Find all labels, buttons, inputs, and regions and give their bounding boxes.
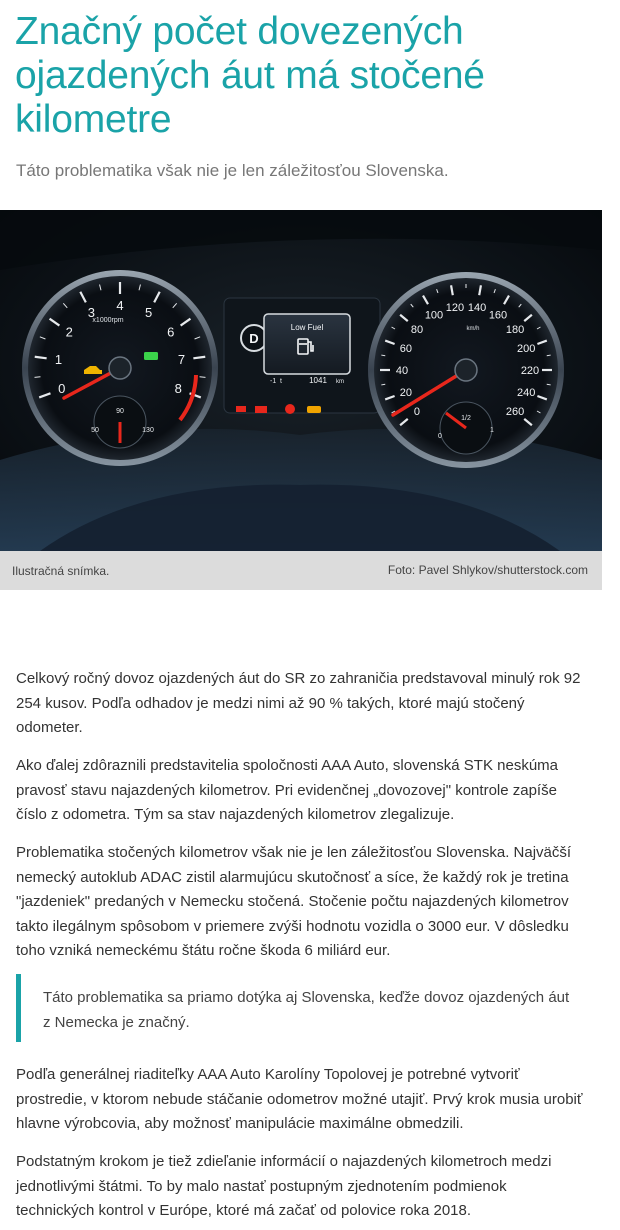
outside-temp-unit: t	[280, 378, 282, 385]
minor-tick	[547, 355, 551, 356]
pull-quote	[16, 974, 596, 1042]
tachometer-label: 5	[145, 305, 153, 321]
speedometer-label: 220	[520, 365, 540, 377]
tachometer-label: 7	[177, 351, 186, 367]
odometer-value: 1041	[309, 376, 327, 385]
tachometer-gauge	[22, 270, 218, 466]
speedometer-label: 100	[424, 309, 444, 322]
tachometer-label: 4	[116, 298, 124, 313]
outside-temp: -1	[270, 378, 277, 385]
speedometer-label: 200	[516, 343, 536, 356]
body-paragraph-5: Podstatným krokom je tiež zdieľanie informácií o najazdených kilometroch medzi jednotlivými štátmi. To by malo nastať postupným zjednotením podmienok technických kontrol v Európe, ktoré má začať od polovice roka 2018.	[16, 1153, 552, 1219]
speedometer-label: 60	[399, 343, 412, 356]
temp-label-max: 130	[142, 427, 154, 434]
pull-quote-text: Táto problematika sa priamo dotýka aj Slovenska, keďže dovoz ojazdených áut z Nemecka je značný.	[43, 989, 570, 1031]
article-perex: Táto problematika však nie je len záležitosťou Slovenska.	[16, 161, 449, 180]
tachometer-label: 3	[87, 305, 95, 321]
figure-caption: Ilustračná snímka.	[12, 564, 110, 578]
odometer-unit: km	[336, 379, 344, 385]
body-paragraph-2: Ako ďalej zdôraznili predstavitelia spoločnosti AAA Auto, slovenská STK neskúma pravosť stavu najazdených kilometrov. Pri evidenčnej „dovozovej" kontrole zapíše číslo z odometra. Tým sa stav najazdených kilometrov zlegalizuje.	[16, 757, 559, 823]
speedometer-label: 0	[413, 406, 421, 419]
tachometer-label: 1	[54, 351, 63, 367]
temp-label-mid: 90	[116, 408, 124, 415]
speedometer-unit: km/h	[466, 326, 480, 332]
minor-tick	[381, 355, 385, 356]
tachometer-label: 2	[65, 324, 73, 340]
minor-tick	[35, 377, 41, 378]
minor-tick	[547, 384, 551, 385]
speedometer-label: 260	[505, 406, 525, 419]
speedometer-gauge	[368, 272, 564, 468]
tachometer-label: 8	[174, 381, 182, 397]
speedometer-label: 180	[505, 323, 525, 336]
tachometer-label: 6	[167, 324, 175, 340]
speedometer-label: 240	[516, 386, 536, 399]
body-paragraph-1: Celkový ročný dovoz ojazdených áut do SR zo zahraničia predstavoval minulý rok 92 254 kusov. Podľa odhadov je medzi nimi až 90 % takých, ktoré majú stočený odometer.	[16, 670, 581, 736]
major-tick	[193, 357, 205, 359]
gear-letter: D	[249, 331, 259, 346]
major-tick	[35, 357, 47, 359]
fuel-label-half: 1/2	[461, 415, 471, 422]
speedometer-label: 80	[410, 323, 424, 336]
figure-caption-bar	[0, 551, 602, 590]
body-paragraph-4: Podľa generálnej riaditeľky AAA Auto Karolíny Topolovej je potrebné vytvoriť prostredie, v ktorom nebude stáčanie odometrov možné utajiť. Prvý krok musia urobiť hlavne výrobcovia, aby možnosť manipulácie maximálne obmedzili.	[16, 1066, 583, 1132]
article-figure	[0, 210, 602, 590]
dashboard-photo	[0, 210, 602, 551]
low-fuel-message: Low Fuel	[290, 323, 324, 332]
center-display	[224, 298, 380, 414]
temp-label-min: 50	[91, 427, 99, 434]
body-paragraph-3: Problematika stočených kilometrov však nie je len záležitosťou Slovenska. Najväčší nemecký autoklub ADAC zistil alarmujúcu skutočnosť a síce, že každý rok je tretina "jazdeniek" predaných v Nemecku stočená. Stočenie počtu najazdených kilometrov takto ilegálnym spôsobom v priemere zvýši hodnotu vozidla o 3000 eur. V dôsledku toho vzniká nemeckému štátu ročne škoda 6 miliárd eur.	[16, 844, 572, 959]
speedometer-label: 40	[395, 365, 409, 377]
speedometer-label: 20	[399, 386, 412, 399]
figure-credit: Foto: Pavel Shlykov/shutterstock.com	[387, 563, 588, 577]
speedometer-label: 160	[488, 309, 508, 322]
speedometer-label: 140	[467, 301, 487, 314]
speedometer-label: 120	[445, 301, 465, 314]
minor-tick	[200, 377, 206, 378]
article-title: Značný počet dovezených ojazdených áut má stočené kilometre	[15, 10, 485, 141]
minor-tick	[381, 384, 385, 385]
tachometer-label: 0	[58, 381, 66, 397]
fuel-label-empty: 0	[438, 433, 442, 440]
tachometer-unit: x1000rpm	[92, 317, 124, 324]
fuel-label-full: 1	[490, 427, 494, 434]
